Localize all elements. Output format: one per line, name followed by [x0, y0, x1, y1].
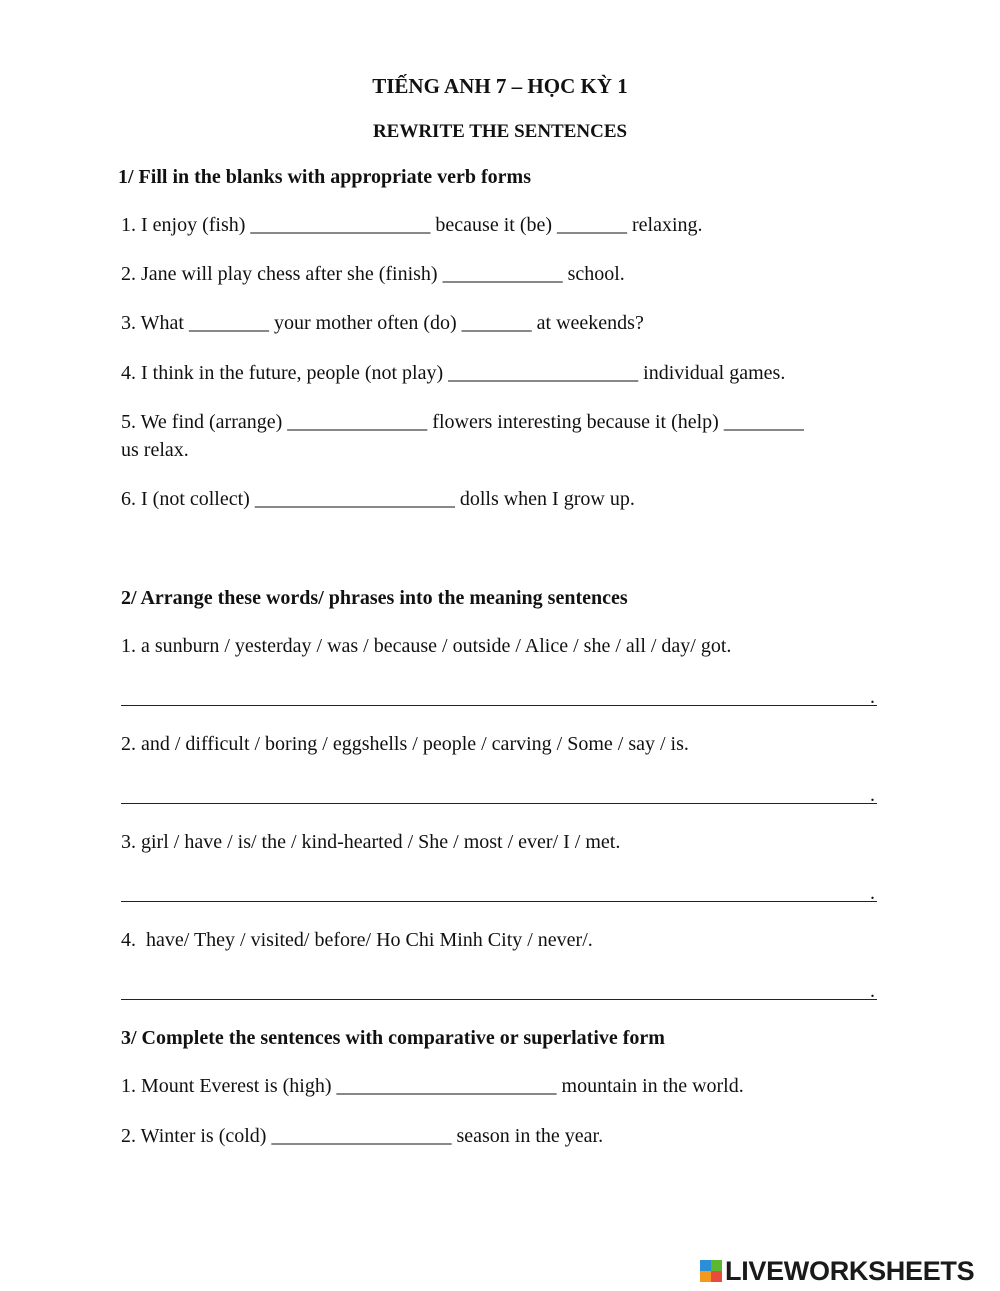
section2-item-1: 1. a sunburn / yesterday / was / because / outside / Alice / she / all / day/ got. [121, 635, 732, 657]
section2-answer-1[interactable] [121, 682, 877, 706]
section1-item-3: 3. What ________ your mother often (do) _______ at weekends? [121, 312, 644, 334]
section3-item-2: 2. Winter is (cold) __________________ season in the year. [121, 1125, 604, 1147]
section3-heading: 3/ Complete the sentences with comparative or superlative form [121, 1027, 665, 1049]
section2-answer-4[interactable] [121, 976, 877, 1000]
section2-item-2: 2. and / difficult / boring / eggshells / people / carving / Some / say / is. [121, 733, 689, 755]
answer-period: . [870, 980, 875, 1002]
section2-item-3: 3. girl / have / is/ the / kind-hearted / She / most / ever/ I / met. [121, 831, 621, 853]
section1-item-6: 6. I (not collect) ____________________ dolls when I grow up. [121, 488, 635, 510]
section3-item-1: 1. Mount Everest is (high) ______________________ mountain in the world. [121, 1075, 744, 1097]
section2-answer-2[interactable] [121, 780, 877, 804]
section2-heading: 2/ Arrange these words/ phrases into the meaning sentences [121, 587, 628, 609]
section1-item-4: 4. I think in the future, people (not play) ___________________ individual games. [121, 362, 786, 384]
page-title: TIẾNG ANH 7 – HỌC KỲ 1 [372, 74, 628, 98]
liveworksheets-logo [700, 1255, 975, 1286]
answer-period: . [870, 882, 875, 904]
logo-blocks-icon [700, 1260, 722, 1282]
answer-period: . [870, 784, 875, 806]
section1-item-2: 2. Jane will play chess after she (finish) ____________ school. [121, 263, 625, 285]
section1-heading: 1/ Fill in the blanks with appropriate verb forms [118, 166, 531, 188]
section1-item-5: 5. We find (arrange) ______________ flowers interesting because it (help) ________ [121, 411, 804, 433]
page-subtitle: REWRITE THE SENTENCES [372, 121, 628, 142]
section2-item-4: 4. have/ They / visited/ before/ Ho Chi Minh City / never/. [121, 929, 593, 951]
logo-text: LIVEWORKSHEETS [725, 1255, 975, 1286]
section1-item-1: 1. I enjoy (fish) __________________ because it (be) _______ relaxing. [121, 214, 703, 236]
section1-item-5-cont: us relax. [121, 439, 189, 461]
answer-period: . [870, 686, 875, 708]
section2-answer-3[interactable] [121, 878, 877, 902]
